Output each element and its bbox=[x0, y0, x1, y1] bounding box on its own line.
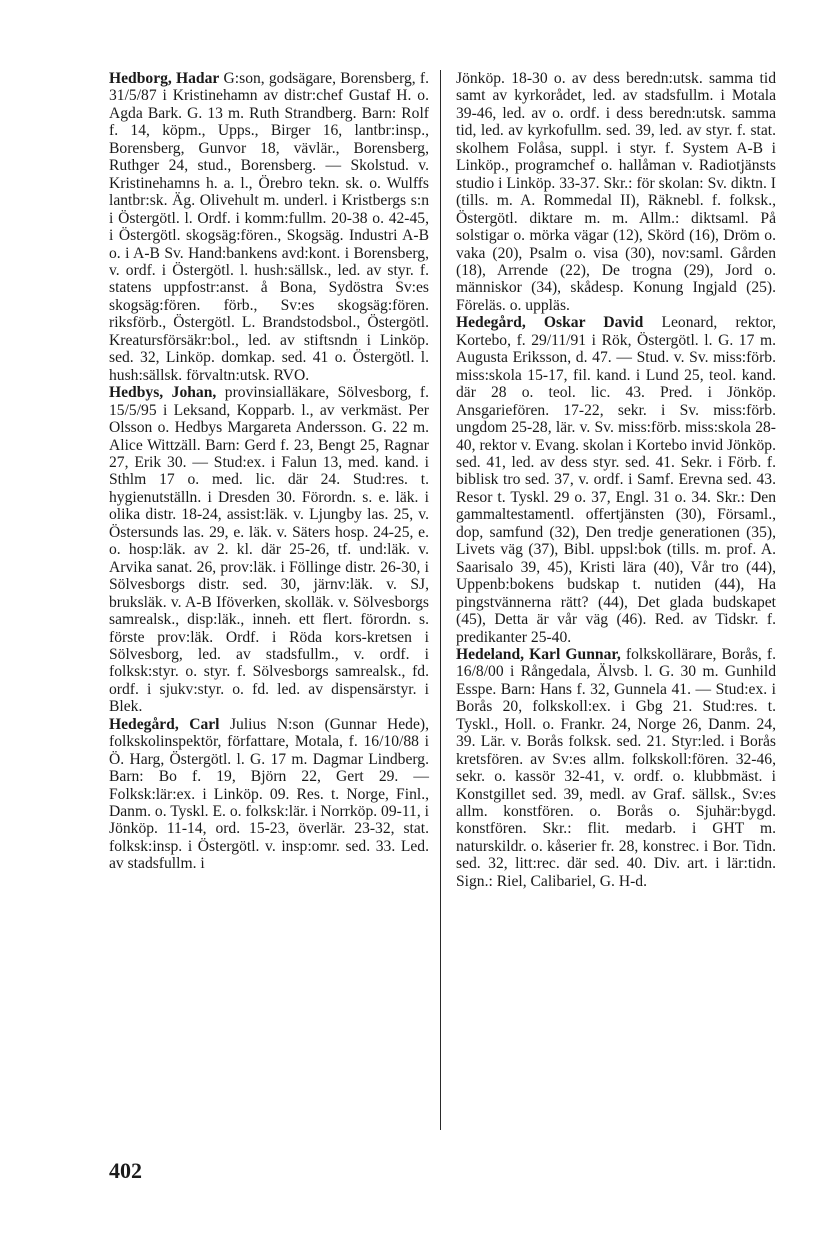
entry-text: G:son, godsägare, Borensberg, f. 31/5/87 i Kristinehamn av distr:chef Gustaf H. o. Agda Bark. G. 13 m. Ruth Strandberg. Barn: Rolf f. 14, köpm., Upps., Birger 16, lantbr:insp., Borensberg, Gunvor 18, vävlär., Borensberg, Ruthger 24, stud., Borensberg. — Skolstud. v. Kristinehamns h. a. l., Örebro tekn. sk. o. Wulffs lantbr:sk. Äg. Olivehult m. underl. i Kristbergs s:n i Östergötl. l. Ordf. i komm:fullm. 20-38 o. 42-45, i Östergötl. skogsäg:fören., Skogsäg. Industri A-B o. i A-B Sv. Hand:bankens avd:kont. i Borensberg, v. ordf. i Östergötl. l. hush:sällsk., led. av styr. f. statens uppfostr:anst. å Bona, Sydöstra Sv:es skogsäg:fören. förb., Sv:es skogsäg:fören. riksförb., Östergötl. L. Brandstodsbol., Östergötl. Kreatursförsäkr:bol., led. av stiftsndn i Linköp. sed. 32, Linköp. domkap. sed. 41 o. Östergötl. l. hush:sällsk. förvaltn:utsk. RVO. bbox=[109, 70, 429, 384]
entry-name: Hedborg, Hadar bbox=[109, 70, 220, 87]
entry-name: Hedegård, Oskar David bbox=[456, 314, 644, 332]
biography-entry-hedborg bbox=[109, 70, 429, 384]
entry-text: Julius N:son (Gunnar Hede), folkskolinspektör, författare, Motala, f. 16/10/88 i Ö. Harg, Östergötl. l. G. 17 m. Dagmar Lindberg. Barn: Bo f. 19, Björn 22, Gert 29. — Folksk:lär:ex. i Linköp. 09. Res. t. Norge, Finl., Danm. o. Tyskl. E. o. folksk:lär. i Norrköp. 09-11, i Jönköp. 11-14, ord. 15-23, överlär. 23-32, stat. folksk:insp. i Östergötl. v. insp:omr. sed. 33. Led. av stadsfullm. i bbox=[109, 715, 429, 873]
entry-name: Hedbys, Johan, bbox=[109, 384, 217, 402]
entry-text: provinsialläkare, Sölvesborg, f. 15/5/95 i Leksand, Kopparb. l., av verkmäst. Per Olsson o. Hedbys Margareta Andersson. G. 22 m. Alice Wittzäll. Barn: Gerd f. 23, Bengt 25, Ragnar 27, Erik 30. — Stud:ex. i Falun 13, med. kand. i Sthlm 17 o. med. lic. där 24. Stud:res. t. hygienutställn. i Dresden 30. Förordn. s. e. läk. i olika distr. 18-24, assist:läk. v. Ljungby las. 25, v. Östersunds las. 29, e. läk. v. Säters hosp. 24-25, e. o. hosp:läk. av 2. kl. där 25-26, tf. und:läk. v. Arvika sanat. 26, prov:läk. i Föllinge distr. 26-30, i Sölvesborgs distr. sed. 30, järnv:läk. v. SJ, bruksläk. v. A-B Iföverken, skolläk. v. Sölvesborgs samrealsk., disp:läk., inneh. ett flert. förordn. s. förste prov:läk. Ordf. i Röda kors-kretsen i Sölvesborg, led. av stadsfullm., v. ordf. i folksk:styr. o. styr. f. Sölvesborgs samrealsk., fd. ordf. i sjukv:styr. o. fd. led. av dispensärstyr. i Blek. bbox=[109, 384, 430, 716]
biography-entry-hedeland bbox=[456, 646, 776, 890]
column-divider bbox=[440, 70, 441, 1130]
left-column bbox=[109, 70, 429, 873]
biography-entry-hedegard-carl bbox=[109, 716, 429, 873]
entry-text: Leonard, rektor, Kortebo, f. 29/11/91 i Rök, Östergötl. l. G. 17 m. Augusta Eriksson, d. 47. — Stud. v. Sv. miss:förb. miss:skola 15-17, fil. kand. i Lund 25, teol. kand. där 28 o. teol. lic. 43. Pred. i Jönköp. Ansgariefören. 17-22, sekr. i Sv. miss:förb. ungdom 25-28, lär. v. Sv. miss:förb. miss:skola 28-40, rektor v. Evang. skolan i Kortebo invid Jönköp. sed. 41, led. av dess styr. sed. 41. Sekr. i Förb. f. biblisk tro sed. 37, v. ordf. i Samf. Erevna sed. 43. Resor t. Tyskl. 29 o. 37, Engl. 31 o. 34. Skr.: Den gammaltestamentl. offertjänsten (30), Församl., dop, samfund (32), Den tredje generationen (35), Livets väg (37), Bibl. uppsl:bok (tills. m. prof. A. Saarisalo 39, 45), Kristi lära (40), Vår tro (44), Uppenb:bokens budskap t. nutiden (44), Ha pingstvännerna rätt? (44), Det glada budskapet (45), Detta är vår väg (46). Red. av Tidskr. f. predikanter 25-40. bbox=[456, 314, 776, 646]
biography-entry-hedegard-oskar bbox=[456, 314, 776, 646]
entry-name: Hedegård, Carl bbox=[109, 715, 220, 733]
right-column bbox=[456, 70, 776, 890]
page-number: 402 bbox=[109, 1158, 142, 1183]
biography-entry-continuation bbox=[456, 70, 776, 314]
entry-name: Hedeland, Karl Gunnar, bbox=[456, 645, 621, 663]
entry-text: folkskollärare, Borås, f. 16/8/00 i Rångedala, Älvsb. l. G. 30 m. Gunhild Esspe. Barn: Hans f. 32, Gunnela 41. — Stud:ex. i Borås 20, folkskoll:ex. i Gbg 21. Stud:res. t. Tyskl., Holl. o. Frankr. 24, Norge 26, Danm. 24, 39. Lär. v. Borås folksk. sed. 21. Styr:led. i Borås kretsfören. av Sv:es allm. folkskoll:fören. 32-46, sekr. o. kassör 32-41, v. ordf. o. klubbmäst. i Konstgillet sed. 39, medl. av Graf. sällsk., Sv:es allm. konstfören. o. Borås o. Sjuhär:bygd. konstfören. Skr.: flit. medarb. i GHT m. naturskildr. o. kåserier fr. 28, konstrec. i Bor. Tidn. sed. 32, litt:rec. där sed. 40. Div. art. i lär:tidn. Sign.: Riel, Calibariel, G. H-d. bbox=[456, 645, 776, 890]
entry-text: Jönköp. 18-30 o. av dess beredn:utsk. samma tid samt av kyrkorådet, led. av stadsfullm. i Motala 39-46, led. av o. ordf. i dess beredn:utsk. samma tid, led. av kyrkofullm. sed. 39, led. av styr. f. stat. skolhem Folåsa, suppl. i styr. f. System A-B i Linköp., programchef o. hallåman v. Radiotjänsts studio i Linköp. 33-37. Skr.: för skolan: Sv. diktn. I (tills. m. A. Rommedal II), Räknebl. f. folksk., Östergötl. diktare m. m. Allm.: diktsaml. På solstigar o. mörka vägar (12), Skörd (16), Dröm o. vaka (20), Psalm o. visa (30), nov:saml. Gården (18), Arrende (22), De trogna (29), Jord o. människor (34), skådesp. Konung Ingjald (25). Föreläs. o. uppläs. bbox=[456, 70, 776, 314]
biography-entry-hedbys bbox=[109, 384, 429, 716]
